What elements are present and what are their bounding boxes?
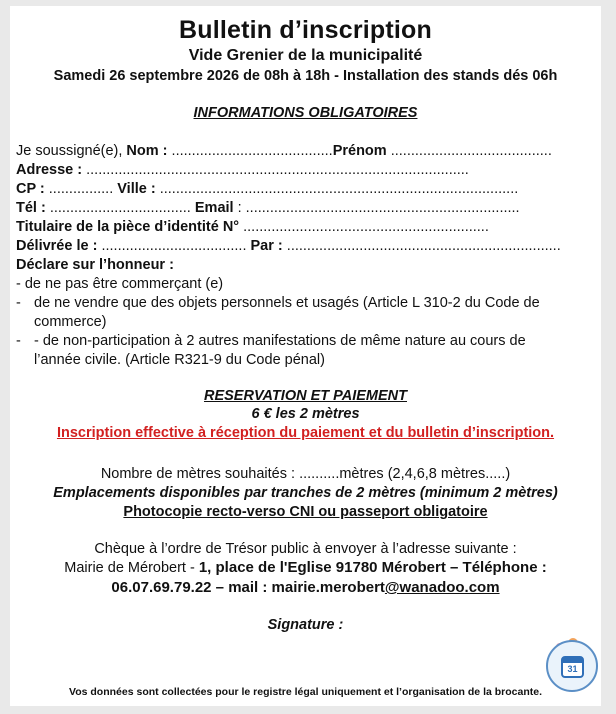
- declaration-dash-2: -: [16, 295, 21, 311]
- delivery-line: [16, 238, 561, 254]
- prenom-label: Prénom: [332, 143, 387, 159]
- delivree-field[interactable]: ....................................: [97, 238, 251, 254]
- mairie-address: 1, place de l'Eglise 91780 Mérobert – Téléphone :: [198, 559, 547, 576]
- contact-line: [16, 200, 520, 216]
- delivree-label: Délivrée le :: [16, 238, 98, 254]
- titulaire-label: Titulaire de la pièce d’identité N°: [16, 219, 240, 235]
- calendar-widget-button[interactable]: [546, 640, 598, 692]
- tel-label: Tél :: [16, 200, 46, 216]
- section-heading-reservation: RESERVATION ET PAIEMENT: [203, 388, 407, 404]
- calendar-day: 31: [567, 664, 578, 674]
- price-line: 6 € les 2 mètres: [251, 406, 360, 422]
- declaration-item-2: de ne vendre que des objets personnels et usagés (Article L 310-2 du Code de commerce): [34, 295, 540, 330]
- phone-mail-line: [10, 579, 601, 596]
- page-title: Bulletin d’inscription: [178, 16, 432, 44]
- name-line: [16, 143, 552, 159]
- signature-label: Signature :: [267, 617, 344, 633]
- email-label: Email: [194, 200, 234, 216]
- emplacements-line: Emplacements disponibles par tranches de 2 mètres (minimum 2 mètres): [53, 485, 558, 501]
- event-date-line: Samedi 26 septembre 2026 de 08h à 18h - Installation des stands dés 06h: [53, 68, 558, 84]
- cp-label: CP :: [16, 181, 45, 197]
- tel-field[interactable]: ...................................: [45, 200, 195, 216]
- adresse-field[interactable]: ...............................................................................................: [82, 162, 469, 178]
- mairie-name: Mairie de Mérobert -: [64, 560, 199, 576]
- titulaire-field[interactable]: .............................................................: [239, 219, 489, 235]
- cp-field[interactable]: ................: [44, 181, 118, 197]
- footer-note: Vos données sont collectées pour le registre légal uniquement et l’organisation de la brocante.: [69, 686, 542, 698]
- intro-text: Je soussigné(e),: [16, 143, 127, 159]
- email-link[interactable]: @wanadoo.com: [384, 579, 500, 596]
- id-line: [16, 219, 489, 235]
- page-subtitle: Vide Grenier de la municipalité: [188, 47, 423, 64]
- declaration-heading: Déclare sur l’honneur :: [16, 257, 174, 273]
- email-field[interactable]: : ....................................................................: [233, 200, 520, 216]
- metres-line: Nombre de mètres souhaités : ..........mètres (2,4,6,8 mètres.....): [100, 466, 511, 482]
- declaration-dash-3: -: [16, 333, 21, 349]
- calendar-icon: [561, 656, 584, 678]
- ville-field[interactable]: .........................................................................................: [155, 181, 519, 197]
- par-label: Par :: [250, 238, 283, 254]
- address-line: [16, 162, 469, 178]
- mairie-line: [10, 559, 601, 576]
- nom-label: Nom :: [126, 143, 168, 159]
- adresse-label: Adresse :: [16, 162, 83, 178]
- declaration-item-1: - de ne pas être commerçant (e): [16, 276, 224, 292]
- section-heading-info: INFORMATIONS OBLIGATOIRES: [193, 105, 418, 121]
- phone-mail-text: 06.07.69.79.22 – mail : mairie.merobert: [111, 579, 385, 596]
- payment-notice: Inscription effective à réception du paiement et du bulletin d’inscription.: [56, 425, 555, 441]
- photocopie-line: Photocopie recto-verso CNI ou passeport obligatoire: [123, 504, 488, 520]
- registration-form-page: [10, 6, 601, 706]
- declaration-item-3: - de non-participation à 2 autres manifestations de même nature au cours de l’année civile. (Article R321-9 du Code pénal): [34, 333, 526, 368]
- calendar-icon-header: [563, 658, 582, 663]
- city-line: [16, 181, 518, 197]
- par-field[interactable]: ....................................................................: [282, 238, 561, 254]
- prenom-field[interactable]: ........................................: [386, 143, 552, 159]
- nom-field[interactable]: ........................................: [167, 143, 333, 159]
- ville-label: Ville :: [117, 181, 156, 197]
- cheque-line: Chèque à l’ordre de Trésor public à envoyer à l’adresse suivante :: [94, 541, 517, 557]
